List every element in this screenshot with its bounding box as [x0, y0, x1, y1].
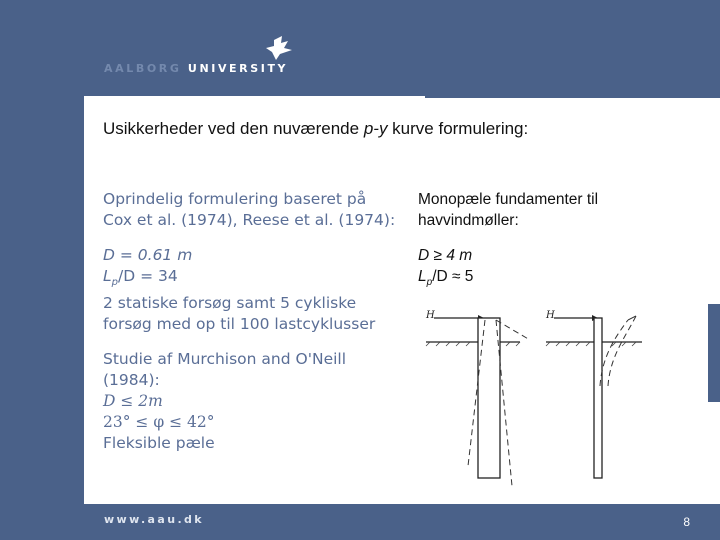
monopile-heading-2: havvindmøller:	[418, 212, 519, 229]
study-diameter: D ≤ 2m	[103, 392, 163, 411]
footer-url-link[interactable]: www.aau.dk	[104, 513, 205, 526]
study-friction-angle: 23° ≤ φ ≤ 42°	[103, 413, 215, 432]
monopile-diameter: D ≥ 4 m	[418, 247, 473, 264]
flexible-pile-deflection	[600, 316, 636, 386]
intro-line-1: Oprindelig formulering baseret på	[103, 190, 367, 208]
study-line-1: Studie af Murchison and O'Neill	[103, 350, 347, 369]
title-prefix: Usikkerheder ved den nuværende	[103, 119, 364, 138]
left-column	[103, 189, 403, 454]
title-italic: p-y	[363, 119, 388, 138]
title-suffix: kurve formulering:	[387, 119, 529, 138]
label-h-right: H	[546, 310, 555, 321]
pile-deflection-diagram	[420, 306, 650, 491]
header-divider	[425, 96, 720, 98]
header-bar	[0, 0, 720, 96]
tests-line-1: 2 statiske forsøg samt 5 cykliske	[103, 294, 357, 313]
right-accent-bar	[708, 304, 720, 402]
ground-hatch-right	[546, 342, 636, 346]
intro-line-2: Cox et al. (1974), Reese et al. (1974):	[103, 211, 396, 229]
study-flexible: Fleksible pæle	[103, 434, 215, 453]
tests-line-2: forsøg med op til 100 lastcyklusser	[103, 315, 376, 334]
pile-slenderness: $L_p/D = 34$	[103, 267, 178, 289]
monopile-slenderness: $L_p/D \approx 5$	[418, 268, 474, 289]
left-accent-bar	[0, 96, 84, 504]
university-logo[interactable]	[104, 62, 288, 75]
flexible-pile	[594, 318, 602, 478]
ground-hatch-left	[426, 342, 520, 346]
page-number: 8	[683, 515, 690, 529]
study-line-2: (1984):	[103, 371, 160, 390]
slide-title	[103, 119, 528, 139]
logo-aalborg: AALBORG	[104, 62, 182, 75]
right-column	[418, 189, 698, 293]
label-h-left: H	[426, 310, 435, 321]
rigid-pile	[478, 318, 500, 478]
aau-seal-icon	[264, 36, 294, 62]
pile-diameter: D = 0.61 m	[103, 246, 193, 264]
logo-university: UNIVERSITY	[181, 62, 289, 75]
monopile-heading-1: Monopæle fundamenter til	[418, 191, 599, 208]
